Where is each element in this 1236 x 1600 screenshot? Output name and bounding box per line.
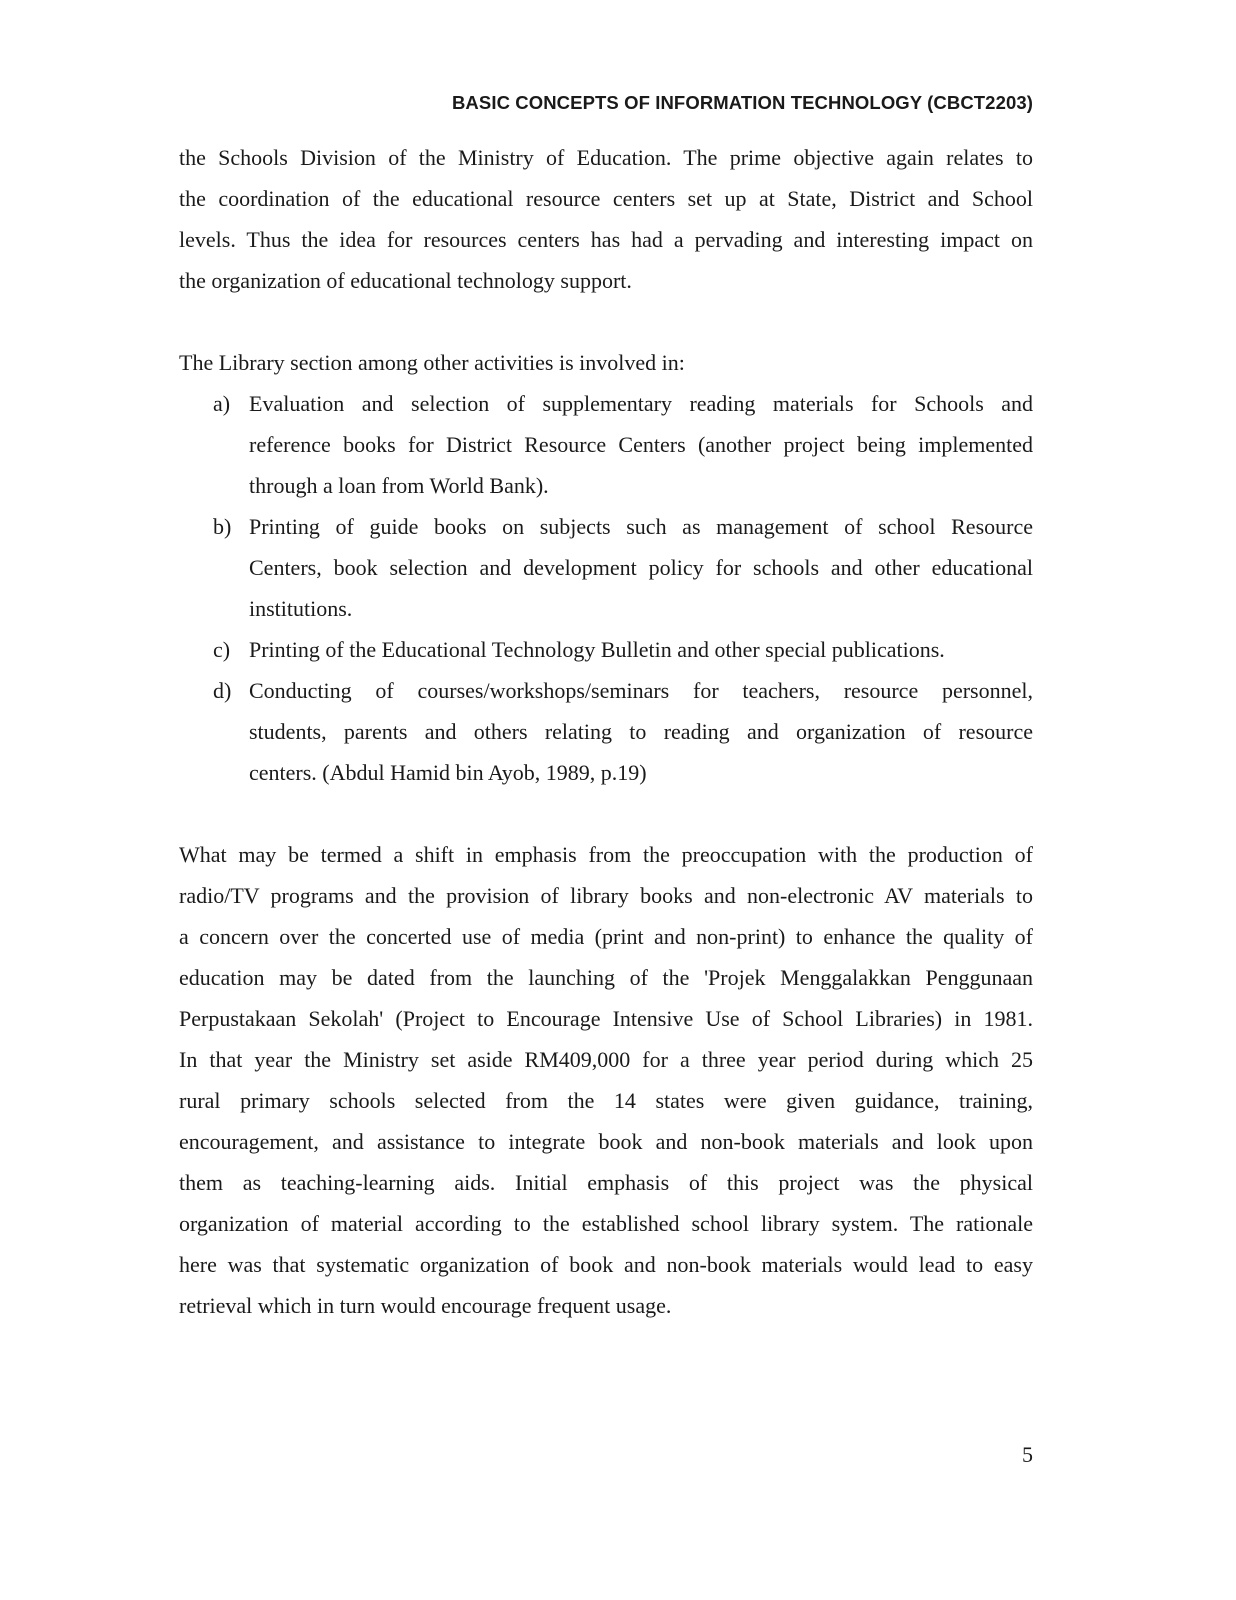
text-line: retrieval which in turn would encourage frequent usage.	[179, 1293, 672, 1318]
text-line: institutions.	[249, 596, 353, 621]
text-line: centers. (Abdul Hamid bin Ayob, 1989, p.19)	[249, 760, 647, 785]
running-header: BASIC CONCEPTS OF INFORMATION TECHNOLOGY (CBCT2203)	[451, 92, 1033, 113]
text-line: rural primary schools selected from the 14 states were given guidance, training,	[179, 1088, 1033, 1113]
text-line: the organization of educational technology support.	[179, 268, 632, 293]
text-line: the coordination of the educational resource centers set up at State, District and School	[179, 186, 1033, 211]
text-line: radio/TV programs and the provision of library books and non-electronic AV materials to	[179, 883, 1033, 908]
list-item-c	[179, 629, 1033, 670]
list-item-d	[179, 670, 1033, 793]
text-line: levels. Thus the idea for resources centers has had a pervading and interesting impact on	[179, 227, 1033, 252]
text-line: Printing of guide books on subjects such as management of school Resource	[249, 514, 1033, 539]
text-line: education may be dated from the launching of the 'Projek Menggalakkan Penggunaan	[179, 965, 1033, 990]
text-line: here was that systematic organization of book and non-book materials would lead to easy	[179, 1252, 1033, 1277]
text-line: a concern over the concerted use of media (print and non-print) to enhance the quality of	[179, 924, 1033, 949]
text-line: students, parents and others relating to reading and organization of resource	[249, 719, 1033, 744]
paragraph-resource-centers	[179, 137, 1033, 301]
library-intro: The Library section among other activities is involved in:	[179, 350, 685, 375]
list-label: c)	[213, 637, 231, 662]
text-line: Centers, book selection and development policy for schools and other educational	[249, 555, 1033, 580]
text-line: reference books for District Resource Centers (another project being implemented	[249, 432, 1033, 457]
list-item-a	[179, 383, 1033, 506]
text-line: organization of material according to the established school library system. The rationale	[179, 1211, 1033, 1236]
text-line: through a loan from World Bank).	[249, 473, 549, 498]
text-line: the Schools Division of the Ministry of Education. The prime objective again relates to	[179, 145, 1033, 170]
text-line: encouragement, and assistance to integrate book and non-book materials and look upon	[179, 1129, 1033, 1154]
paragraph-shift-in-emphasis	[179, 834, 1033, 1326]
list-label: d)	[213, 678, 232, 703]
text-line: Conducting of courses/workshops/seminars for teachers, resource personnel,	[249, 678, 1033, 703]
page-number: 5	[1022, 1442, 1033, 1467]
list-label: b)	[213, 514, 232, 539]
text-line: In that year the Ministry set aside RM409,000 for a three year period during which 25	[179, 1047, 1033, 1072]
document-body	[179, 137, 1033, 1326]
text-line: them as teaching-learning aids. Initial emphasis of this project was the physical	[179, 1170, 1033, 1195]
text-line: What may be termed a shift in emphasis from the preoccupation with the production of	[179, 842, 1033, 867]
text-line: Evaluation and selection of supplementary reading materials for Schools and	[249, 391, 1033, 416]
text-line: Perpustakaan Sekolah' (Project to Encourage Intensive Use of School Libraries) in 1981.	[179, 1006, 1033, 1031]
text-line: Printing of the Educational Technology Bulletin and other special publications.	[249, 637, 945, 662]
list-label: a)	[213, 391, 231, 416]
list-item-b	[179, 506, 1033, 629]
